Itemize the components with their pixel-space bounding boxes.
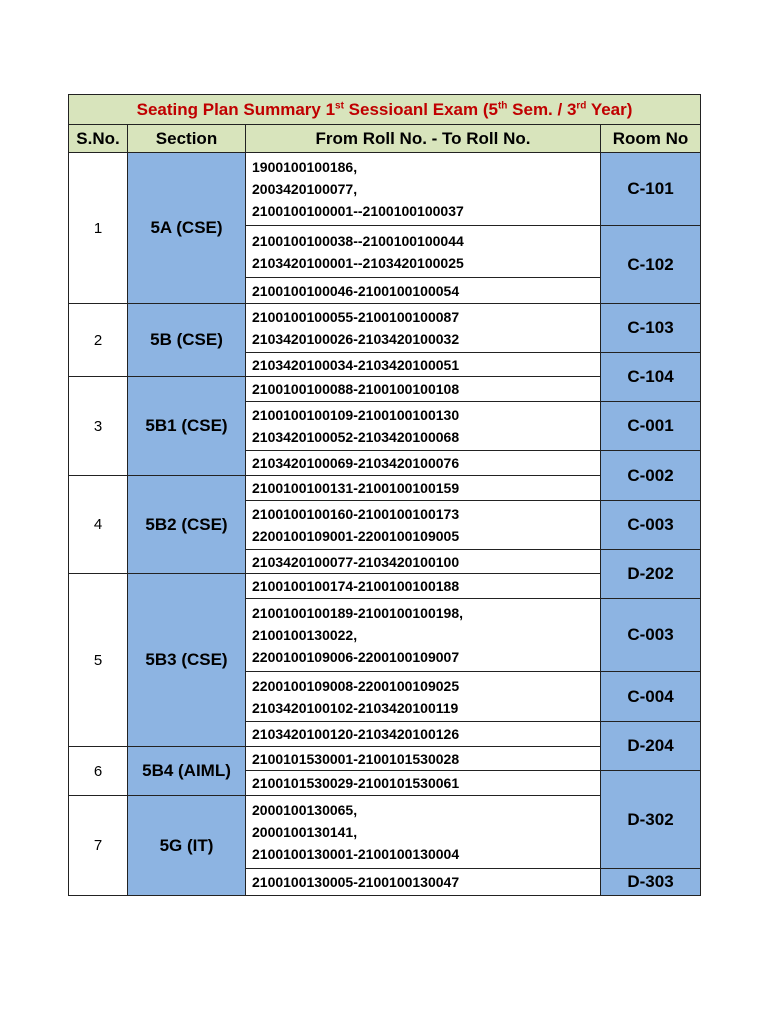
table-row	[69, 153, 701, 226]
room-cell: C-102	[601, 226, 701, 304]
roll-cell: 1900100100186, 2003420100077, 2100100100001--2100100100037	[246, 153, 601, 226]
section-cell: 5A (CSE)	[128, 153, 246, 304]
sno-cell: 5	[69, 574, 128, 747]
section-cell: 5B1 (CSE)	[128, 377, 246, 476]
seating-plan-table	[68, 94, 701, 896]
section-cell: 5G (IT)	[128, 796, 246, 896]
roll-cell: 2100100100038--2100100100044 2103420100001--2103420100025	[246, 226, 601, 278]
roll-cell: 2100101530029-2100101530061	[246, 771, 601, 796]
roll-cell: 2103420100077-2103420100100	[246, 550, 601, 574]
header-section: Section	[128, 125, 246, 153]
roll-cell: 2103420100034-2103420100051	[246, 353, 601, 377]
title-row	[69, 95, 701, 125]
roll-cell: 2103420100069-2103420100076	[246, 451, 601, 476]
room-cell: D-202	[601, 550, 701, 599]
roll-cell: 2100100100088-2100100100108	[246, 377, 601, 402]
room-cell: D-204	[601, 722, 701, 771]
room-cell: C-001	[601, 402, 701, 451]
roll-cell: 2000100130065, 2000100130141, 2100100130001-2100100130004	[246, 796, 601, 869]
sno-cell: 7	[69, 796, 128, 896]
sno-cell: 2	[69, 304, 128, 377]
roll-cell: 2100100100109-2100100100130 2103420100052-2103420100068	[246, 402, 601, 451]
section-cell: 5B4 (AIML)	[128, 747, 246, 796]
room-cell: C-104	[601, 353, 701, 402]
roll-cell: 2103420100120-2103420100126	[246, 722, 601, 747]
roll-cell: 2100100100046-2100100100054	[246, 278, 601, 304]
room-cell: C-003	[601, 501, 701, 550]
room-cell: D-303	[601, 869, 701, 896]
sno-cell: 3	[69, 377, 128, 476]
room-cell: C-004	[601, 672, 701, 722]
table-row	[69, 304, 701, 353]
sno-cell: 4	[69, 476, 128, 574]
roll-cell: 2100100100160-2100100100173 2200100109001-2200100109005	[246, 501, 601, 550]
section-cell: 5B (CSE)	[128, 304, 246, 377]
room-cell: C-003	[601, 599, 701, 672]
roll-cell: 2100100100189-2100100100198, 2100100130022, 2200100109006-2200100109007	[246, 599, 601, 672]
header-sno: S.No.	[69, 125, 128, 153]
room-cell: C-002	[601, 451, 701, 501]
roll-cell: 2100100130005-2100100130047	[246, 869, 601, 896]
roll-cell: 2100100100131-2100100100159	[246, 476, 601, 501]
sno-cell: 6	[69, 747, 128, 796]
roll-cell: 2100101530001-2100101530028	[246, 747, 601, 771]
section-cell: 5B2 (CSE)	[128, 476, 246, 574]
room-cell: C-103	[601, 304, 701, 353]
room-cell: D-302	[601, 771, 701, 869]
header-roll: From Roll No. - To Roll No.	[246, 125, 601, 153]
room-cell: C-101	[601, 153, 701, 226]
roll-cell: 2100100100055-2100100100087 2103420100026-2103420100032	[246, 304, 601, 353]
table-title: Seating Plan Summary 1st Sessioanl Exam (5th Sem. / 3rd Year)	[69, 95, 701, 125]
section-cell: 5B3 (CSE)	[128, 574, 246, 747]
header-room: Room No	[601, 125, 701, 153]
roll-cell: 2100100100174-2100100100188	[246, 574, 601, 599]
sno-cell: 1	[69, 153, 128, 304]
roll-cell: 2200100109008-2200100109025 2103420100102-2103420100119	[246, 672, 601, 722]
header-row	[69, 125, 701, 153]
